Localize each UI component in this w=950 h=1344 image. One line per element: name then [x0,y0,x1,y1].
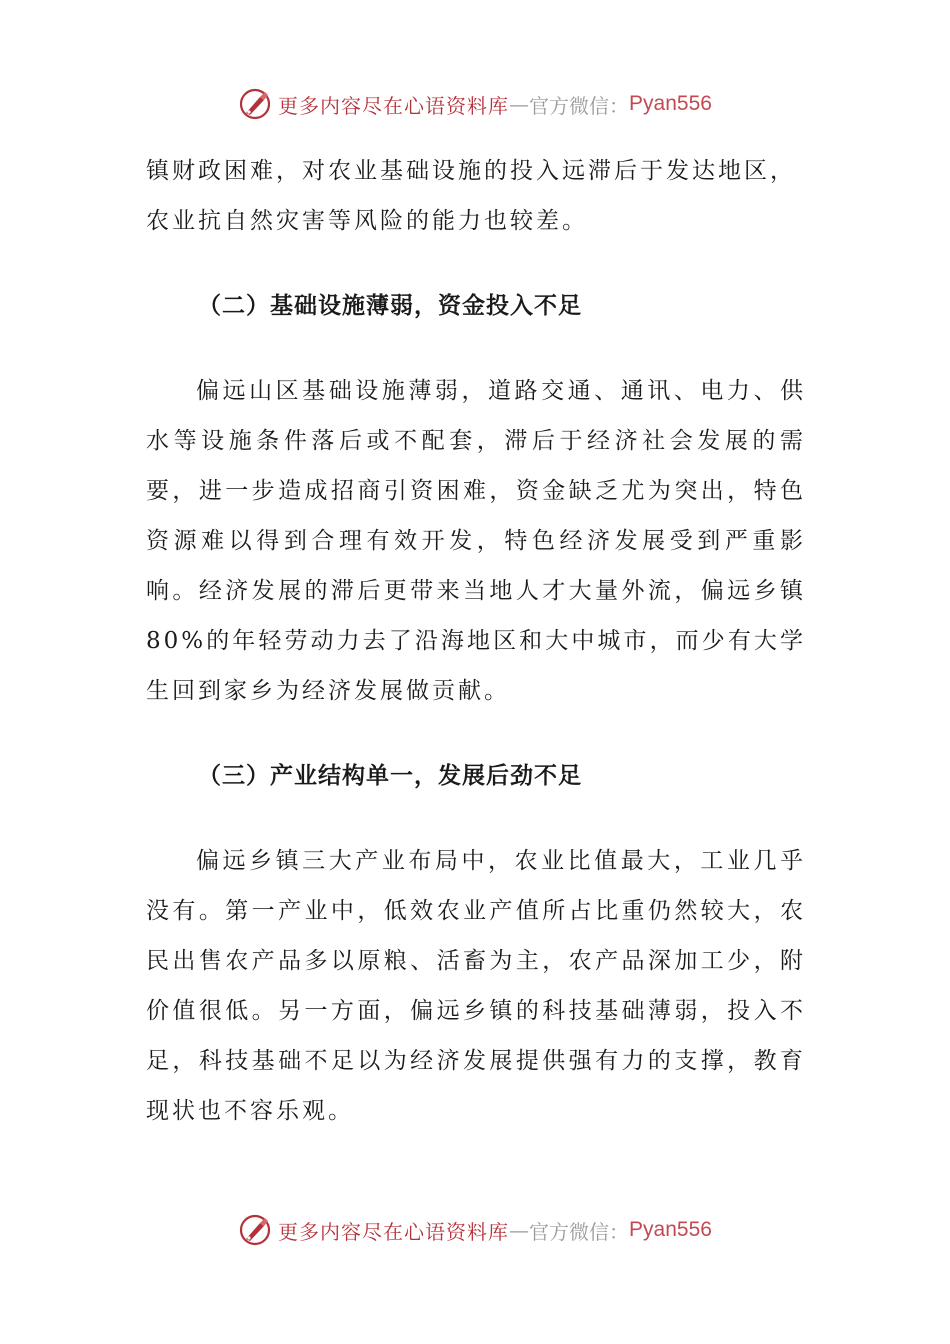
banner-wechat-label: 官方微信： [529,93,630,118]
section-heading-3: （三）产业结构单一，发展后劲不足 [198,763,582,789]
spacer [146,801,806,836]
footer-banner [0,1210,950,1250]
banner-site-text: 更多内容尽在心语资料库 [278,1219,510,1244]
header-banner [0,84,950,124]
section-heading-2: （二）基础设施薄弱，资金投入不足 [198,293,582,319]
paragraph-continued-line-2: 农业抗自然灾害等风险的能力也较差。 [146,208,588,234]
spacer [146,246,806,281]
pen-logo-icon [238,1213,272,1247]
document-body [146,146,806,1136]
banner-site-text: 更多内容尽在心语资料库 [278,93,510,118]
banner-wechat-label: 官方微信： [529,1219,630,1244]
paragraph-industry-structure: 偏远乡镇三大产业布局中，农业比值最大，工业几乎没有。第一产业中，低效农业产值所占比重仍然较大，农民出售农产品多以原粮、活畜为主，农产品深加工少，附价值很低。另一方面，偏远乡镇的科技基础薄弱，投入不足，科技基础不足以为经济发展提供强有力的支撑，教育现状也不容乐观。 [146,848,806,1124]
banner-wechat-id: Pyan556 [629,92,712,115]
spacer [146,331,806,366]
paragraph-continued-line-1: 镇财政困难，对农业基础设施的投入远滞后于发达地区， [146,158,796,184]
spacer [146,716,806,751]
pen-logo-icon [238,87,272,121]
banner-dash: — [509,1218,530,1242]
banner-dash: — [509,92,530,116]
paragraph-infrastructure: 偏远山区基础设施薄弱，道路交通、通讯、电力、供水等设施条件落后或不配套，滞后于经济社会发展的需要，进一步造成招商引资困难，资金缺乏尤为突出，特色资源难以得到合理有效开发，特色经济发展受到严重影响。经济发展的滞后更带来当地人才大量外流，偏远乡镇80%的年轻劳动力去了沿海地区和大中城市，而少有大学生回到家乡为经济发展做贡献。 [146,378,806,704]
banner-wechat-id: Pyan556 [629,1218,712,1241]
